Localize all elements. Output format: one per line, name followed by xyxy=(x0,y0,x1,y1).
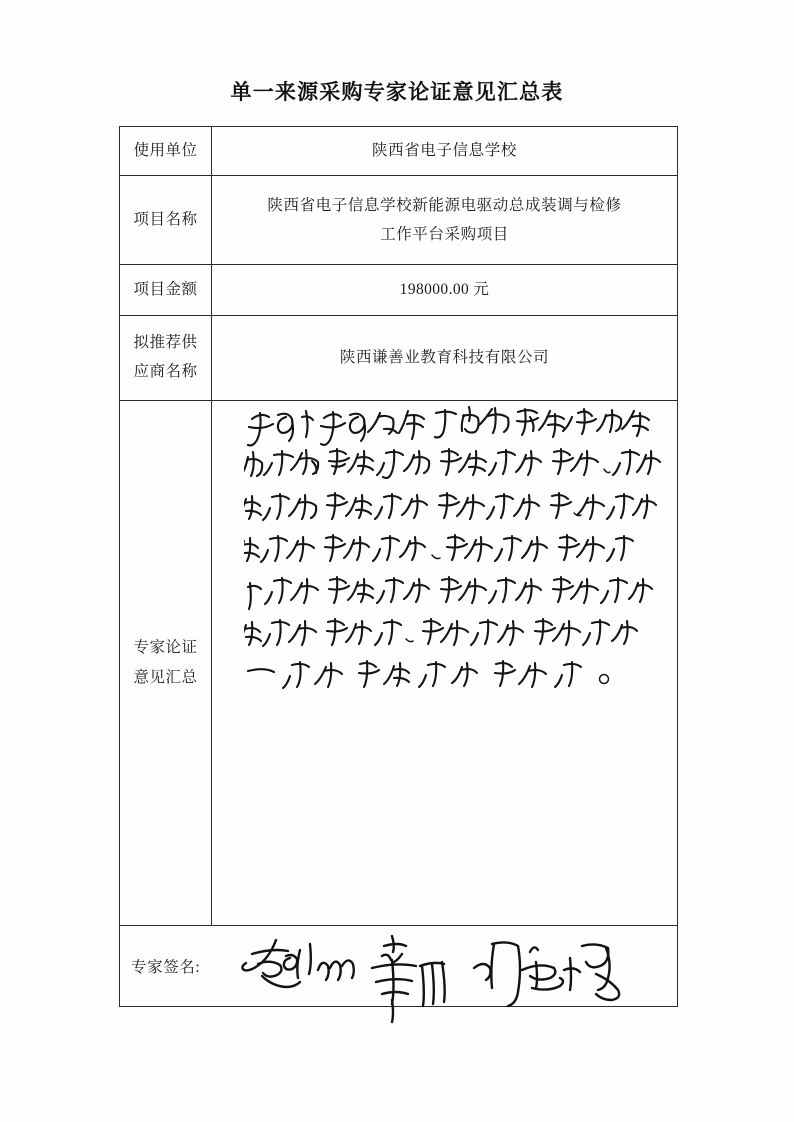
opinion-label-line-2: 意见汇总 xyxy=(133,669,198,686)
approval-form-table xyxy=(119,126,678,1007)
row-value-unit: 陕西省电子信息学校 xyxy=(212,127,678,176)
signature-label: 专家签名: xyxy=(131,959,201,976)
project-name-line-2: 工作平台采购项目 xyxy=(380,226,509,243)
row-value-expert-opinion xyxy=(212,401,678,926)
row-label-expert-opinion xyxy=(120,401,212,926)
row-value-project-name xyxy=(212,176,678,265)
table-row-signature xyxy=(120,926,678,1007)
row-label-project-name: 项目名称 xyxy=(120,176,212,265)
signature-2 xyxy=(358,930,478,1026)
table-row-project-name xyxy=(120,176,678,265)
row-label-unit: 使用单位 xyxy=(120,127,212,176)
signature-3 xyxy=(470,930,640,1010)
page-title: 单一来源采购专家论证意见汇总表 xyxy=(230,81,564,104)
row-label-supplier xyxy=(120,316,212,401)
signature-1 xyxy=(238,930,373,1006)
row-value-amount: 198000.00 元 xyxy=(212,265,678,316)
supplier-label-line-2: 应商名称 xyxy=(133,363,198,380)
signature-cell xyxy=(120,926,678,1007)
handwritten-opinion-text xyxy=(212,401,677,925)
table-row-amount xyxy=(120,265,678,316)
table-row-unit xyxy=(120,127,678,176)
supplier-label-line-1: 拟推荐供 xyxy=(133,334,198,352)
opinion-label-line-1: 专家论证 xyxy=(133,638,198,656)
table-row-supplier xyxy=(120,316,678,401)
project-name-line-1: 陕西省电子信息学校新能源电驱动总成装调与检修 xyxy=(267,196,622,214)
row-label-amount: 项目金额 xyxy=(120,265,212,316)
signature-layer xyxy=(120,926,677,1006)
table-row-expert-opinion xyxy=(120,401,678,926)
row-value-supplier: 陕西谦善业教育科技有限公司 xyxy=(212,316,678,401)
